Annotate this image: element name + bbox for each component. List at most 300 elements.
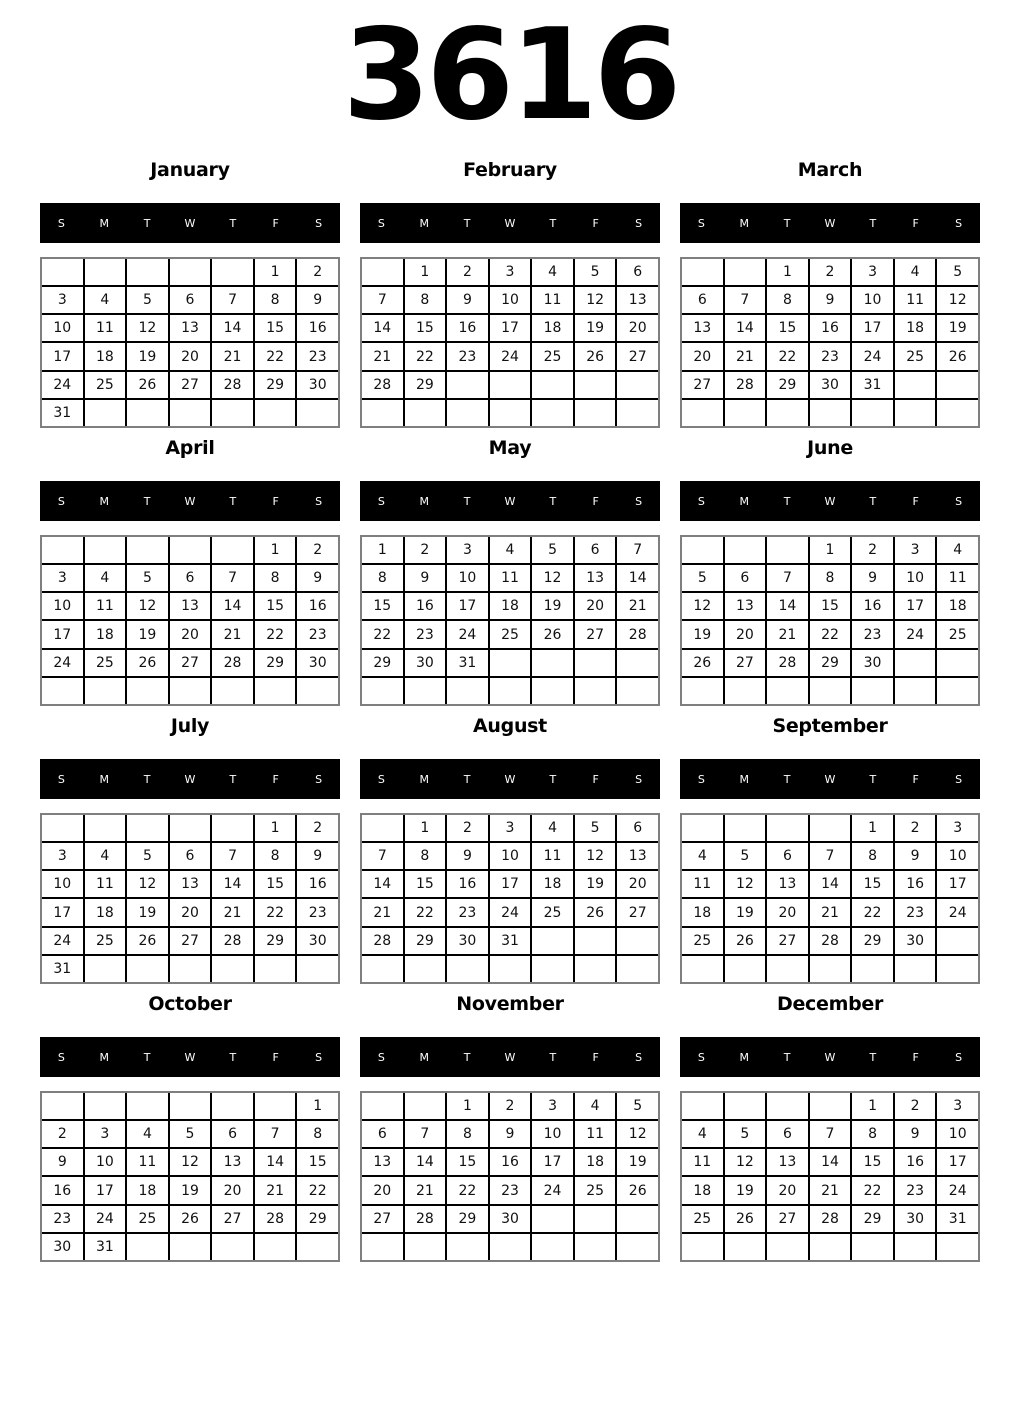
weekday-label: T [143,494,151,508]
weekday-label: T [229,216,237,230]
weekday-label: F [592,772,599,786]
month-title: November [456,993,564,1015]
weekday-label: F [272,772,279,786]
day-cell: 5 [575,259,616,285]
day-cell: 17 [895,593,936,619]
day-cell: 16 [852,593,893,619]
day-cell: 23 [447,899,488,925]
day-cell: 29 [255,372,296,398]
day-cell: 13 [170,871,211,897]
weekday-label: S [697,216,705,230]
month-title: January [150,159,230,181]
day-cell: 26 [575,899,616,925]
day-cell: 6 [617,259,658,285]
day-cell: 21 [212,343,253,369]
day-cell: 23 [895,899,936,925]
day-cell: 7 [405,1121,446,1147]
day-cell: 13 [617,843,658,869]
day-cell: 10 [852,287,893,313]
day-cell: 11 [85,871,126,897]
day-cell: 22 [297,1177,338,1203]
day-cell: 15 [767,315,808,341]
day-cell-empty [895,956,936,982]
day-cell: 8 [255,843,296,869]
weekday-label: M [99,1050,110,1064]
weekday-label: T [869,1050,877,1064]
day-cell: 22 [362,621,403,647]
day-cell: 12 [127,315,168,341]
day-cell: 9 [810,287,851,313]
month-block [360,433,660,711]
day-cell: 25 [937,621,978,647]
day-cell: 25 [682,928,723,954]
weekday-label: S [377,1050,385,1064]
day-cell: 31 [852,372,893,398]
day-cell: 15 [405,315,446,341]
day-cell-empty [767,1093,808,1119]
weekday-label: S [697,494,705,508]
day-cell-empty [405,678,446,704]
day-cell: 13 [170,315,211,341]
day-cell: 21 [405,1177,446,1203]
day-cell: 27 [170,372,211,398]
month-days-grid [680,1091,980,1262]
day-cell: 4 [575,1093,616,1119]
day-cell: 16 [297,315,338,341]
day-cell: 7 [212,287,253,313]
weekday-label: T [143,216,151,230]
day-cell: 1 [405,259,446,285]
day-cell: 12 [937,287,978,313]
day-cell: 22 [405,343,446,369]
day-cell: 13 [170,593,211,619]
day-cell: 29 [297,1206,338,1232]
day-cell: 4 [895,259,936,285]
weekday-label: F [912,1050,919,1064]
day-cell: 18 [127,1177,168,1203]
day-cell: 30 [810,372,851,398]
day-cell: 2 [297,815,338,841]
day-cell-empty [617,956,658,982]
day-cell: 30 [490,1206,531,1232]
day-cell: 20 [725,621,766,647]
weekday-label: F [592,1050,599,1064]
day-cell-empty [127,1234,168,1260]
day-cell: 17 [532,1149,573,1175]
day-cell: 29 [405,372,446,398]
day-cell: 15 [810,593,851,619]
day-cell: 23 [490,1177,531,1203]
day-cell-empty [490,372,531,398]
weekday-header [680,203,980,243]
weekday-label: T [869,494,877,508]
day-cell: 23 [852,621,893,647]
day-cell: 1 [297,1093,338,1119]
day-cell: 27 [617,343,658,369]
day-cell: 25 [85,928,126,954]
weekday-label: F [912,216,919,230]
day-cell-empty [212,259,253,285]
day-cell-empty [297,956,338,982]
day-cell: 28 [212,372,253,398]
weekday-label: W [504,216,516,230]
day-cell-empty [617,928,658,954]
day-cell: 21 [767,621,808,647]
weekday-label: S [955,772,963,786]
day-cell: 4 [532,815,573,841]
day-cell: 10 [490,287,531,313]
day-cell-empty [617,1206,658,1232]
month-title: March [797,159,863,181]
day-cell: 7 [212,843,253,869]
day-cell: 7 [362,287,403,313]
day-cell: 9 [447,287,488,313]
day-cell-empty [937,678,978,704]
day-cell: 2 [447,259,488,285]
day-cell-empty [127,400,168,426]
month-days-grid [680,257,980,428]
weekday-label: W [504,1050,516,1064]
day-cell-empty [42,259,83,285]
weekday-label: W [184,772,196,786]
day-cell: 19 [127,621,168,647]
day-cell-empty [810,956,851,982]
day-cell-empty [362,259,403,285]
day-cell-empty [937,372,978,398]
day-cell: 11 [532,287,573,313]
day-cell: 9 [297,843,338,869]
day-cell: 10 [490,843,531,869]
day-cell: 21 [810,899,851,925]
day-cell-empty [170,815,211,841]
day-cell: 26 [575,343,616,369]
day-cell: 7 [725,287,766,313]
day-cell: 9 [447,843,488,869]
day-cell: 26 [682,650,723,676]
day-cell: 2 [895,1093,936,1119]
day-cell: 3 [42,843,83,869]
day-cell: 8 [405,843,446,869]
day-cell: 15 [447,1149,488,1175]
day-cell: 8 [810,565,851,591]
day-cell: 16 [42,1177,83,1203]
day-cell: 5 [682,565,723,591]
month-title: September [772,715,888,737]
day-cell: 9 [490,1121,531,1147]
weekday-label: T [463,772,471,786]
day-cell: 22 [447,1177,488,1203]
weekday-label: S [697,1050,705,1064]
day-cell-empty [127,678,168,704]
day-cell: 15 [405,871,446,897]
weekday-label: T [143,772,151,786]
day-cell: 20 [767,1177,808,1203]
day-cell-empty [405,956,446,982]
day-cell: 20 [170,621,211,647]
day-cell: 2 [447,815,488,841]
day-cell: 18 [682,899,723,925]
day-cell: 17 [490,871,531,897]
day-cell-empty [170,1093,211,1119]
day-cell-empty [490,400,531,426]
day-cell-empty [937,956,978,982]
day-cell: 12 [725,1149,766,1175]
weekday-label: M [99,216,110,230]
day-cell-empty [725,1093,766,1119]
day-cell: 24 [895,621,936,647]
day-cell: 3 [490,815,531,841]
weekday-label: T [549,494,557,508]
day-cell: 26 [725,1206,766,1232]
day-cell-empty [405,1234,446,1260]
day-cell-empty [682,400,723,426]
weekday-label: S [57,772,65,786]
day-cell-empty [682,1234,723,1260]
day-cell: 19 [617,1149,658,1175]
day-cell: 17 [447,593,488,619]
day-cell: 20 [362,1177,403,1203]
day-cell: 1 [255,259,296,285]
day-cell: 5 [617,1093,658,1119]
day-cell: 9 [895,1121,936,1147]
day-cell: 14 [212,871,253,897]
day-cell-empty [447,400,488,426]
day-cell-empty [810,1234,851,1260]
day-cell: 22 [852,899,893,925]
day-cell: 8 [852,843,893,869]
day-cell: 19 [725,899,766,925]
day-cell: 9 [42,1149,83,1175]
day-cell: 3 [895,537,936,563]
day-cell: 17 [42,343,83,369]
day-cell: 22 [255,899,296,925]
day-cell: 28 [617,621,658,647]
day-cell: 24 [532,1177,573,1203]
month-days-grid [360,535,660,706]
day-cell-empty [767,1234,808,1260]
day-cell-empty [127,956,168,982]
weekday-label: W [824,494,836,508]
day-cell: 4 [127,1121,168,1147]
day-cell: 13 [767,871,808,897]
day-cell: 13 [575,565,616,591]
day-cell-empty [682,259,723,285]
day-cell: 18 [532,315,573,341]
weekday-label: T [783,772,791,786]
day-cell: 1 [362,537,403,563]
day-cell: 16 [297,593,338,619]
month-block [360,155,660,433]
day-cell-empty [575,956,616,982]
day-cell: 30 [297,372,338,398]
day-cell-empty [490,678,531,704]
day-cell: 27 [767,928,808,954]
day-cell: 15 [255,871,296,897]
day-cell-empty [725,400,766,426]
day-cell-empty [575,1206,616,1232]
day-cell-empty [42,537,83,563]
weekday-label: T [549,772,557,786]
day-cell: 3 [42,287,83,313]
weekday-label: S [377,772,385,786]
day-cell: 8 [767,287,808,313]
day-cell: 31 [490,928,531,954]
weekday-label: S [955,216,963,230]
weekday-label: W [184,494,196,508]
day-cell: 3 [937,815,978,841]
weekday-header [360,759,660,799]
day-cell: 14 [405,1149,446,1175]
day-cell: 24 [490,899,531,925]
weekday-label: T [869,772,877,786]
day-cell-empty [85,400,126,426]
day-cell: 2 [297,537,338,563]
weekday-label: W [824,772,836,786]
day-cell-empty [42,678,83,704]
weekday-label: T [229,772,237,786]
month-title: December [776,993,884,1015]
weekday-label: S [315,1050,323,1064]
day-cell: 24 [490,343,531,369]
month-title: April [165,437,215,459]
day-cell-empty [532,400,573,426]
day-cell-empty [852,1234,893,1260]
day-cell: 28 [212,650,253,676]
day-cell: 6 [170,565,211,591]
day-cell: 12 [682,593,723,619]
day-cell: 6 [767,1121,808,1147]
day-cell-empty [42,1093,83,1119]
day-cell: 26 [532,621,573,647]
day-cell: 27 [682,372,723,398]
day-cell-empty [810,1093,851,1119]
weekday-label: S [635,772,643,786]
day-cell: 29 [405,928,446,954]
day-cell: 12 [170,1149,211,1175]
day-cell: 15 [297,1149,338,1175]
day-cell: 11 [85,315,126,341]
day-cell-empty [362,400,403,426]
day-cell: 22 [810,621,851,647]
month-block [40,433,340,711]
day-cell-empty [127,815,168,841]
day-cell-empty [617,1234,658,1260]
day-cell: 5 [127,843,168,869]
day-cell-empty [170,1234,211,1260]
weekday-label: M [419,494,430,508]
month-days-grid [680,813,980,984]
day-cell-empty [170,678,211,704]
day-cell: 11 [85,593,126,619]
day-cell: 31 [42,956,83,982]
day-cell: 11 [895,287,936,313]
day-cell: 13 [682,315,723,341]
day-cell: 14 [810,1149,851,1175]
day-cell: 25 [532,899,573,925]
day-cell-empty [767,956,808,982]
day-cell: 29 [767,372,808,398]
day-cell: 31 [42,400,83,426]
month-block [40,989,340,1267]
day-cell: 21 [255,1177,296,1203]
day-cell: 23 [895,1177,936,1203]
day-cell: 30 [405,650,446,676]
day-cell: 5 [127,565,168,591]
day-cell-empty [852,956,893,982]
day-cell: 7 [362,843,403,869]
month-days-grid [360,1091,660,1262]
day-cell: 7 [255,1121,296,1147]
day-cell-empty [682,537,723,563]
day-cell: 18 [85,621,126,647]
day-cell: 28 [212,928,253,954]
day-cell-empty [170,537,211,563]
day-cell-empty [532,956,573,982]
day-cell: 16 [895,1149,936,1175]
day-cell: 13 [767,1149,808,1175]
day-cell: 8 [405,287,446,313]
day-cell: 15 [255,315,296,341]
day-cell: 24 [447,621,488,647]
weekday-header [40,759,340,799]
day-cell-empty [447,372,488,398]
day-cell: 14 [810,871,851,897]
weekday-header [360,1037,660,1077]
day-cell-empty [447,1234,488,1260]
month-block [360,711,660,989]
day-cell: 1 [255,815,296,841]
day-cell: 27 [212,1206,253,1232]
day-cell-empty [170,400,211,426]
day-cell: 7 [767,565,808,591]
day-cell: 31 [937,1206,978,1232]
weekday-label: T [783,216,791,230]
weekday-label: W [184,1050,196,1064]
day-cell-empty [490,956,531,982]
weekday-label: T [143,1050,151,1064]
day-cell-empty [810,815,851,841]
month-days-grid [360,257,660,428]
day-cell: 11 [532,843,573,869]
day-cell: 7 [212,565,253,591]
day-cell: 18 [85,899,126,925]
day-cell: 14 [767,593,808,619]
day-cell-empty [575,400,616,426]
day-cell: 29 [255,928,296,954]
day-cell: 26 [127,928,168,954]
day-cell: 8 [255,287,296,313]
weekday-label: W [504,772,516,786]
day-cell: 25 [575,1177,616,1203]
day-cell: 16 [447,871,488,897]
day-cell-empty [767,537,808,563]
weekday-label: M [739,1050,750,1064]
day-cell: 22 [767,343,808,369]
month-block [680,711,980,989]
day-cell: 26 [170,1206,211,1232]
day-cell: 27 [575,621,616,647]
day-cell: 20 [170,899,211,925]
day-cell-empty [725,259,766,285]
weekday-label: M [419,216,430,230]
day-cell-empty [575,372,616,398]
month-block [360,989,660,1267]
day-cell-empty [447,956,488,982]
weekday-label: T [229,494,237,508]
day-cell: 12 [532,565,573,591]
day-cell-empty [362,1093,403,1119]
day-cell: 14 [212,315,253,341]
